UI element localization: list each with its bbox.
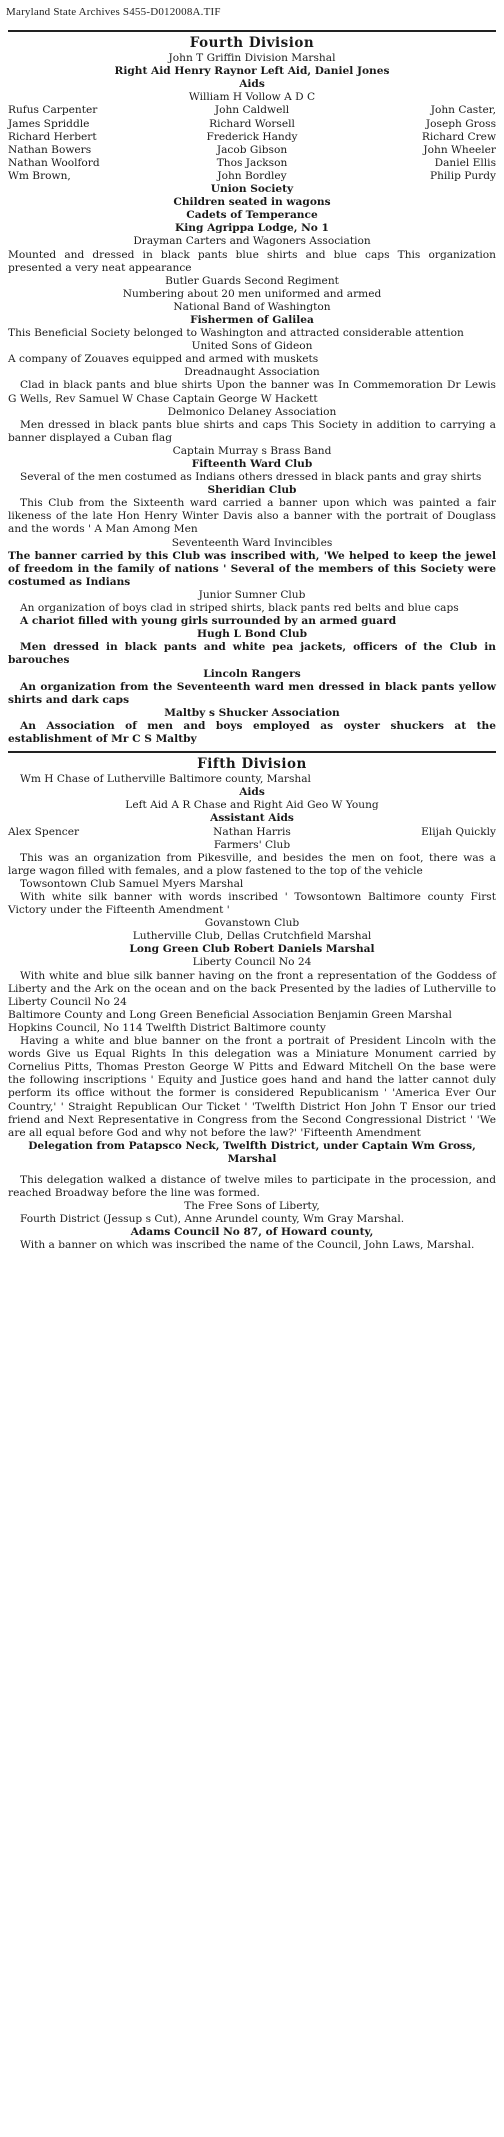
spacer: [8, 1166, 496, 1174]
aide-name: Jacob Gibson: [216, 143, 288, 156]
paragraph: Wm H Chase of Lutherville Baltimore county, Marshal: [20, 773, 311, 786]
org-heading: Adams Council No 87, of Howard county,: [130, 1226, 374, 1239]
aide-name: Nathan Harris: [213, 825, 291, 838]
aides-row: [8, 144, 496, 157]
org-heading: Seventeenth Ward Invincibles: [171, 536, 333, 549]
paragraph: This Beneficial Society belonged to Washington and attracted considerable attention: [8, 327, 464, 340]
paragraph: Men dressed in black pants blue shirts and caps This Society in addition to carrying a banner displayed a Cuban flag: [8, 418, 496, 444]
aids-line: Left Aid A R Chase and Right Aid Geo W Young: [125, 799, 379, 812]
org-heading: Fishermen of Galilea: [190, 313, 314, 326]
org-heading: United Sons of Gideon: [191, 340, 313, 353]
aids-label: Aids: [239, 78, 265, 91]
org-heading: Lincoln Rangers: [203, 667, 301, 680]
paragraph: An Association of men and boys employed as oyster shuckers at the establishment of Mr C S Maltby: [8, 719, 496, 745]
paragraph: Fourth District (Jessup s Cut), Anne Arundel county, Wm Gray Marshal.: [20, 1213, 405, 1226]
archive-header: Maryland State Archives S455-D012008A.TIF: [6, 6, 221, 18]
org-heading: Cadets of Temperance: [186, 209, 318, 222]
paragraph: A company of Zouaves equipped and armed with muskets: [8, 353, 319, 366]
aids-label: Aids: [239, 786, 265, 799]
org-heading: Maltby s Shucker Association: [164, 706, 340, 719]
scanned-page: [4, 6, 500, 1253]
paragraph: This Club from the Sixteenth ward carried a banner upon which was painted a fair likeness of the late Hon Henry Winter Davis also a banner with the portrait of Douglass and the words ' A Man Among Men: [8, 497, 496, 536]
aides-row: [8, 170, 496, 183]
aide-name: Nathan Woolford: [8, 156, 100, 169]
aides-row: [8, 826, 496, 839]
assistant-aids-label: Assistant Aids: [210, 812, 294, 825]
aides-row: [8, 104, 496, 117]
aide-name: Joseph Gross: [425, 117, 497, 130]
section-rule: [8, 751, 496, 753]
org-heading: King Agrippa Lodge, No 1: [175, 222, 329, 235]
paragraph: Having a white and blue banner on the front a portrait of President Lincoln with the words Give us Equal Rights In this delegation was a Miniature Monument carried by Cornelius Pitts, Thomas Preston George W Pitts and Edward Mitchell On the base were the following inscriptions ' Equity and Justice goes hand and hand the latter cannot duly perform its office without the former is considered Republicanism ' 'America Ever Our Country,' ' Straight Republican Our Ticket ' 'Twelfth District Hon John T Ensor our tried friend and Next Representative in Congress from the Second Congressional District ' 'We are all equal before God and why not before the law?' 'Fifteenth Amendment: [8, 1035, 496, 1139]
paragraph: With white silk banner with words inscribed ' Towsontown Baltimore county First Victory under the Fifteenth Amendment ': [8, 891, 496, 917]
org-heading: Union Society: [210, 183, 294, 196]
aide-name: Richard Herbert: [8, 130, 97, 143]
aide-name: Philip Purdy: [429, 169, 497, 182]
org-heading: Children seated in wagons: [173, 196, 331, 209]
paragraph: This delegation walked a distance of twelve miles to participate in the procession, and reached Broadway before the line was formed.: [8, 1173, 496, 1200]
aide-name: Richard Crew: [421, 130, 497, 143]
paragraph: Men dressed in black pants and white pea jackets, officers of the Club in barouches: [8, 641, 496, 667]
org-heading: Drayman Carters and Wagoners Association: [133, 235, 371, 248]
aide-name: James Spriddle: [8, 117, 90, 130]
fifth-division-heading: Fifth Division: [197, 756, 307, 773]
paragraph: An organization of boys clad in striped shirts, black pants red belts and blue caps: [20, 602, 459, 615]
aide-name: Elijah Quickly: [421, 825, 497, 838]
paragraph: Baltimore County and Long Green Beneficial Association Benjamin Green Marshal: [8, 1008, 452, 1021]
paragraph: Hopkins Council, No 114 Twelfth District Baltimore county: [8, 1021, 326, 1034]
org-heading: Junior Sumner Club: [198, 588, 306, 601]
paragraph: With a banner on which was inscribed the name of the Council, John Laws, Marshal.: [20, 1239, 475, 1252]
org-heading: Sheridian Club: [207, 484, 297, 497]
aides-row: [8, 118, 496, 131]
org-heading: The Free Sons of Liberty,: [184, 1200, 320, 1213]
org-heading: Dreadnaught Association: [184, 366, 320, 379]
aide-name: John Wheeler: [423, 143, 497, 156]
aides-table: [8, 104, 496, 183]
aide-name: Rufus Carpenter: [8, 104, 98, 117]
aide-name: Wm Brown,: [8, 169, 71, 182]
org-heading: Captain Murray s Brass Band: [172, 444, 332, 457]
paragraph: This was an organization from Pikesville, and besides the men on foot, there was a large wagon filled with females, and a plow fastened to the top of the vehicle: [8, 851, 496, 877]
org-heading: Hugh L Bond Club: [196, 628, 308, 641]
org-heading: Numbering about 20 men uniformed and armed: [122, 287, 382, 300]
paragraph: With white and blue silk banner having on the front a representation of the Goddess of Liberty and the Ark on the ocean and on the back Presented by the ladies of Lutherville to Liberty Council No 24: [8, 969, 496, 1008]
aide-name: John Caster,: [430, 104, 497, 117]
org-heading: Farmers' Club: [213, 838, 291, 851]
org-heading: Delmonico Delaney Association: [167, 405, 337, 418]
org-heading: Fifteenth Ward Club: [191, 458, 313, 470]
org-heading: National Band of Washington: [173, 300, 331, 313]
paragraph: Towsontown Club Samuel Myers Marshal: [20, 877, 244, 890]
right-left-aids: Right Aid Henry Raynor Left Aid, Daniel Jones: [114, 65, 390, 78]
org-heading: Delegation from Patapsco Neck, Twelfth District, under Captain Wm Gross, Marshal: [28, 1139, 476, 1165]
org-heading: Butler Guards Second Regiment: [165, 274, 339, 287]
aide-name: Frederick Handy: [206, 130, 298, 143]
org-heading: Lutherville Club, Dellas Crutchfield Marshal: [132, 930, 372, 943]
paragraph: The banner carried by this Club was inscribed with, 'We helped to keep the jewel of freedom in the family of nations ' Several of the members of this Society were costumed as Indians: [8, 549, 496, 588]
division-marshal: John T Griffin Division Marshal: [168, 52, 336, 65]
paragraph: Several of the men costumed as Indians others dressed in black pants and gray shirts: [20, 471, 482, 484]
aide-name: John Bordley: [217, 169, 287, 182]
paragraph: Mounted and dressed in black pants blue shirts and blue caps This organization presented a very neat appearance: [8, 248, 496, 274]
paragraph: A chariot filled with young girls surrounded by an armed guard: [20, 615, 397, 628]
org-heading: Long Green Club Robert Daniels Marshal: [129, 943, 375, 956]
section-rule: [8, 30, 496, 32]
fourth-division-heading: Fourth Division: [189, 35, 315, 51]
aides-row: [8, 131, 496, 144]
aide-name: Richard Worsell: [209, 117, 295, 130]
newspaper-column: [8, 30, 496, 1253]
org-heading: Govanstown Club: [204, 917, 300, 930]
aide-name: Alex Spencer: [8, 825, 80, 838]
aide-name: Thos Jackson: [216, 156, 288, 169]
org-heading: Liberty Council No 24: [192, 956, 312, 969]
aides-row: [8, 157, 496, 170]
paragraph: An organization from the Seventeenth ward men dressed in black pants yellow shirts and dark caps: [8, 680, 496, 706]
aide-name: Nathan Bowers: [8, 143, 92, 156]
aide-name: Daniel Ellis: [434, 156, 497, 169]
paragraph: Clad in black pants and blue shirts Upon the banner was In Commemoration Dr Lewis G Wells, Rev Samuel W Chase Captain George W Hackett: [8, 379, 496, 405]
adc-line: William H Vollow A D C: [188, 91, 316, 104]
aide-name: John Caldwell: [214, 104, 290, 117]
